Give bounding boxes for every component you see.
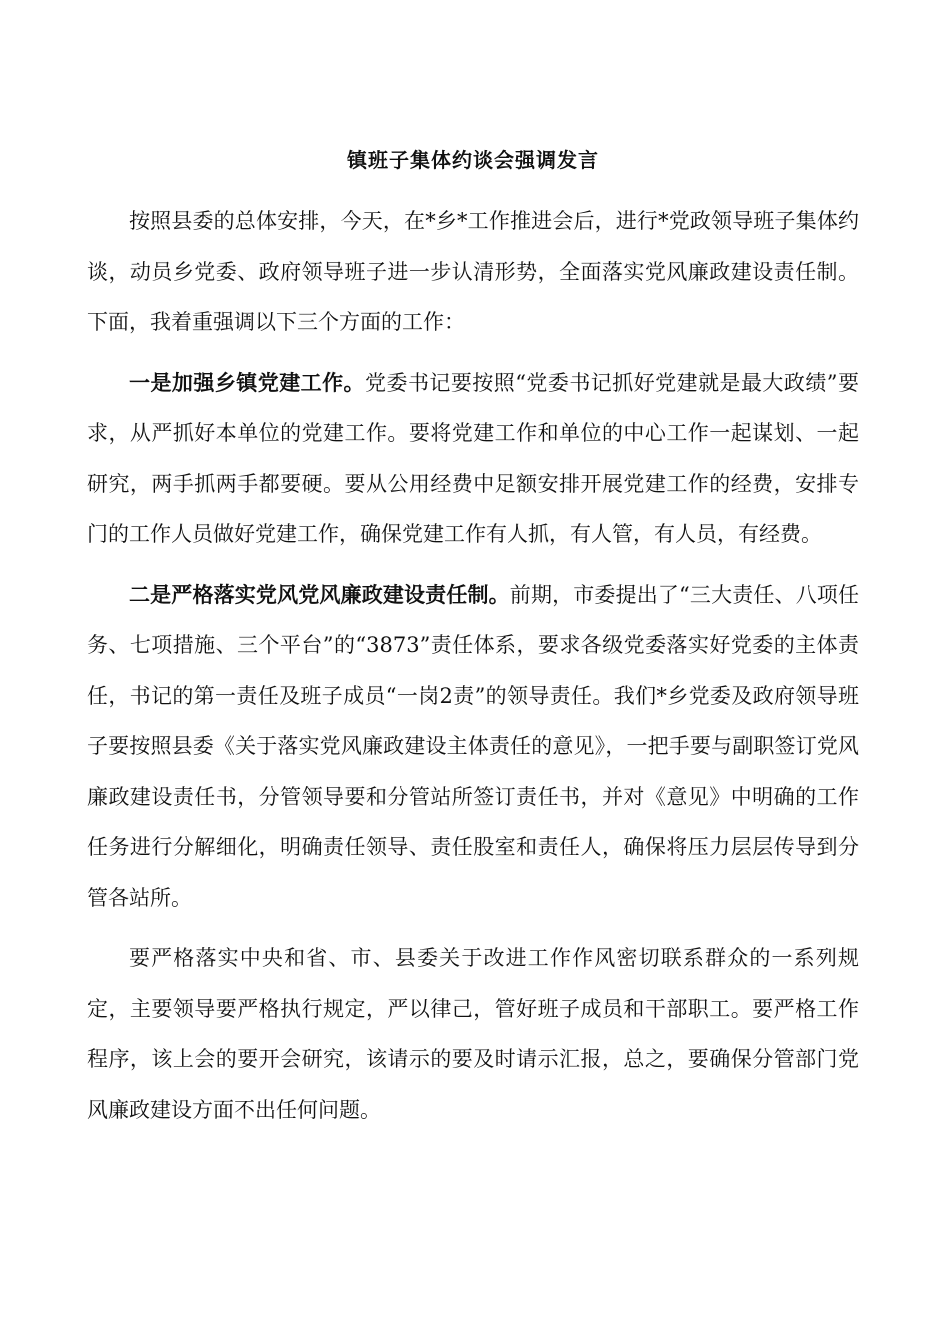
paragraph-intro (87, 196, 859, 348)
paragraph-text: 要严格落实中央和省、市、县委关于改进工作作风密切联系群众的一系列规定，主要领导要严格执行规定，严以律己，管好班子成员和干部职工。要严格工作程序，该上会的要开会研究，该请示的要及时请示汇报，总之，要确保分管部门党风廉政建设方面不出任何问题。 (87, 946, 859, 1122)
paragraph-work-style (87, 933, 859, 1135)
paragraph-party-building (87, 358, 859, 560)
document-body (87, 140, 859, 1145)
paragraph-text: 党委书记要按照“党委书记抓好党建就是最大政绩”要求，从严抓好本单位的党建工作。要将党建工作和单位的中心工作一起谋划、一起研究，两手抓两手都要硬。要从公用经费中足额安排开展党建工作的经费，安排专门的工作人员做好党建工作，确保党建工作有人抓，有人管，有人员，有经费。 (87, 370, 859, 546)
paragraph-responsibility-system (87, 570, 859, 924)
paragraph-lead: 二是严格落实党风党风廉政建设责任制。 (129, 581, 510, 607)
paragraph-text: 前期，市委提出了“三大责任、八项任务、七项措施、三个平台”的“3873”责任体系，要求各级党委落实好党委的主体责任，书记的第一责任及班子成员“一岗2责”的领导责任。我们*乡党委及政府领导班子要按照县委《关于落实党风廉政建设主体责任的意见》，一把手要与副职签订党风廉政建设责任书，分管领导要和分管站所签订责任书，并对《意见》中明确的工作任务进行分解细化，明确责任领导、责任股室和责任人，确保将压力层层传导到分管各站所。 (87, 582, 860, 910)
document-title: 镇班子集体约谈会强调发言 (347, 148, 599, 172)
paragraph-lead: 一是加强乡镇党建工作。 (129, 369, 366, 395)
paragraph-text: 按照县委的总体安排，今天，在*乡*工作推进会后，进行*党政领导班子集体约谈，动员乡党委、政府领导班子进一步认清形势，全面落实党风廉政建设责任制。下面，我着重强调以下三个方面的工作： (87, 209, 859, 334)
